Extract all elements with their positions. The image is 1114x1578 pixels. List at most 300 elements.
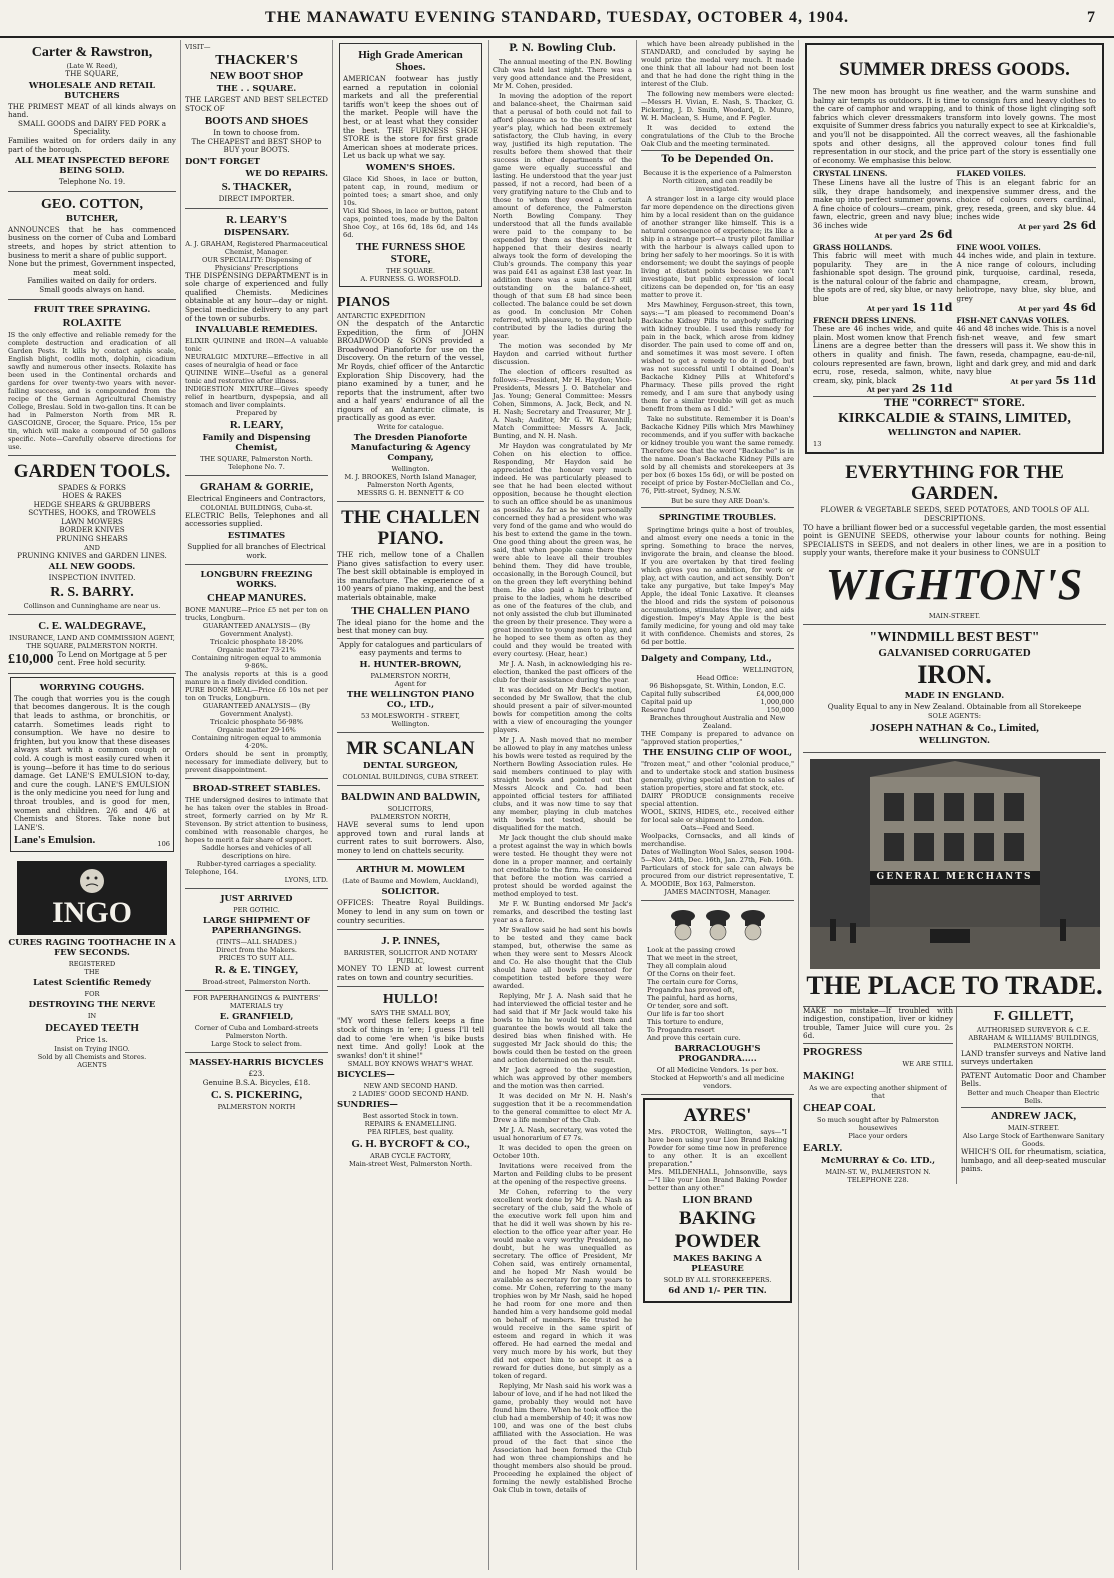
ad-line: PURE BONE MEAL—Price £6 10s net per ton on Trucks, Longburn. — [185, 686, 328, 703]
ad-line: Organic matter 73·21% — [217, 646, 296, 655]
ad-title: EVERYTHING FOR THE GARDEN. — [845, 462, 1064, 505]
ad-line: THE ENSUING CLIP OF WOOL, — [642, 748, 793, 758]
ad-line: BONE MANURE—Price £5 net per ton on trucks, Longburn. — [185, 606, 328, 623]
ad-sub: GALVANISED CORRUGATED — [878, 646, 1031, 659]
ad-line: DON'T FORGET — [185, 156, 260, 167]
ad-line: THE WELLINGTON PIANO CO., LTD., — [346, 690, 475, 710]
fabric-name: FISH-NET CANVAS VOILES. — [956, 315, 1070, 325]
fabric-desc: This is an elegant fabric for an inexpensive summer dress, and the choice of colours covers cardinal, grey, reseda, green, and sky blue. 44 inches wide — [956, 177, 1096, 222]
bottom-ads-row — [803, 1007, 1106, 1184]
ad-title: ROLAXITE — [62, 316, 122, 329]
fabric-name: GRASS HOLLANDS. — [813, 242, 893, 252]
ad-number: 106 — [157, 840, 170, 849]
article-paragraph: Mr J. A. Nash, in acknowledging his re-election, thanked the past officers of the club for their assistance during the year. — [493, 660, 632, 684]
ad-intro: The new moon has brought us fine weather, and the warm sunshine and balmy air tempts us outdoors. It is time to consign furs and heavy clothes to the care of camphor and wrapping, and to think of those light clinging soft fabrics which clever dressmakers transform into lovely gowns. The most exquisite of Summer dress fabrics you naturally expect to see at Kirkcaldie's, and you'll not be disappointed. All the correct weaves, all the fashionable spots and other designs, all the approved colour tones find full representation in our stock, and the price part of the story is essentially one of economy. We emphasise this below. — [813, 87, 1096, 165]
ad-address: THE SQUARE, — [65, 69, 119, 78]
fabric-item — [813, 170, 953, 239]
ad-line: Apply for catalogues and particulars of easy payments and terms to — [339, 639, 482, 658]
fabric-price: 4s 6d — [1062, 300, 1096, 314]
ad-title: THE CHALLEN PIANO. — [341, 507, 480, 550]
column-1 — [4, 40, 181, 1570]
ad-signature: JAMES MACINTOSH, Manager. — [664, 888, 771, 896]
ad-heading: WOMEN'S SHOES. — [365, 162, 456, 173]
ad-broad-street-stables — [185, 779, 328, 889]
ad-line: Latest Scientific Remedy — [33, 978, 151, 989]
fabric-desc: 44 inches wide, and plain in texture. A nice range of colours, including pink, turquoise, cardinal, reseda, champagne, cream, brown, heliotrope, navy blue, sky blue, and grey — [956, 251, 1096, 304]
ad-line: Of all Medicine Vendors. 1s per box. — [656, 1066, 779, 1074]
masthead-title: THE MANAWATU EVENING STANDARD, TUESDAY, OCTOBER 4, 1904. — [265, 9, 849, 26]
ad-signature: JOSEPH NATHAN & Co., Limited, — [870, 721, 1039, 734]
ad-visit: VISIT— — [185, 43, 211, 51]
ad-furness-shoe-store — [339, 43, 482, 287]
ad-title: ANDREW JACK, — [990, 1109, 1077, 1122]
per-yard: At per yard — [1010, 377, 1052, 386]
ad-tagline: MAKES BAKING A PLEASURE — [673, 1254, 762, 1274]
fabric-desc: 46 and 48 inches wide. This is a novel fish-net weave, and few smart dressers will pass it. We show this in fawn, reseda, champagne, eau-de-nil, light and dark grey, and mid and dark navy blue — [956, 324, 1096, 377]
capital-label: Reserve fund — [641, 706, 686, 714]
poem-line: That we meet in the street, — [647, 954, 738, 962]
ad-line: NEW AND SECOND HAND. — [363, 1082, 458, 1091]
ad-line: Wellington. — [391, 465, 430, 474]
remedy-item: QUININE WINE—Useful as a general tonic and restorative after illness. — [185, 369, 328, 386]
poem-line: To Progandra resort — [647, 1026, 715, 1034]
per-yard: At per yard — [866, 386, 908, 395]
ad-line: BOOTS AND SHOES — [204, 115, 309, 128]
article-paragraph: Invitations were received from the Marton and Feilding clubs to be present at the opening of the respective greens. — [493, 1162, 632, 1186]
article-title: To be Depended On. — [661, 154, 774, 165]
ad-title: MR SCANLAN — [346, 738, 475, 759]
ad-line: So much sought after by Palmerston housewives — [817, 1115, 939, 1132]
ad-line: Particulars of stock for sale can always be procured from our district representative, T. A. MOODIE, Box 163, Palmerston. — [641, 864, 794, 888]
fabric-grid — [813, 170, 1096, 394]
poem-line: The painful, hard as horns, — [647, 994, 738, 1002]
ad-line: DIRECT IMPORTER. — [218, 193, 295, 203]
poem-line: Look at the passing crowd — [647, 946, 736, 954]
ad-line: DAIRY PRODUCE consignments receive special attention. — [641, 792, 794, 808]
fabric-item — [813, 244, 953, 313]
ad-progandra — [641, 901, 794, 1095]
ad-address: THE SQUARE, PALMERSTON NORTH. — [26, 641, 158, 650]
ingo-illustration — [17, 861, 167, 935]
ad-line: AGENTS — [77, 1060, 107, 1069]
tool-item: AND — [84, 543, 100, 552]
fabric-price: 1s 11d — [911, 300, 953, 314]
fabric-price: 2s 11d — [911, 382, 953, 396]
ad-line: SOLE AGENTS: — [928, 711, 981, 720]
ad-line: OUR SPECIALITY: Dispensing of Physicians' Prescriptions — [201, 255, 312, 272]
ad-title: GARDEN TOOLS. — [13, 460, 171, 482]
capital-value: 1,000,000 — [760, 698, 794, 706]
poem-line: Our life is far too short — [647, 1010, 724, 1018]
fabric-item — [813, 317, 953, 395]
ad-garden-tools — [8, 456, 176, 615]
ad-signature: H. HUNTER-BROWN, — [359, 660, 462, 670]
ad-title: AYRES' — [683, 1105, 752, 1126]
fabric-name: CRYSTAL LINENS. — [813, 169, 888, 179]
ad-price: 6d AND 1/- PER TIN. — [668, 1286, 767, 1296]
article-paragraph: Mr J. A. Nash, secretary, was voted the usual honorarium of £7 7s. — [493, 1126, 632, 1142]
ad-title: BARRACLOUGH'S PROGANDRA..... — [674, 1044, 761, 1064]
ad-address: Broad-street, Palmerston North. — [202, 978, 311, 987]
ad-tingey — [185, 889, 328, 991]
article-paragraph: Mr Swallow said he had sent his bowls to be tested and they came back stamped, but, otherwise the same as when they were sent to Messrs Alcock and Co. He also thought that the Club should have all bowls presented for competition tested before they were awarded. — [493, 926, 632, 990]
ad-address: PALMERSTON NORTH — [217, 1103, 296, 1112]
ad-longburn — [185, 565, 328, 779]
ad-line: SMALL BOY KNOWS WHAT'S WHAT. — [347, 1060, 474, 1069]
article-paragraph: Mr F. W. Bunting endorsed Mr Jack's remarks, and described the testing last year as a farce. — [493, 900, 632, 924]
ad-address: COLONIAL BUILDINGS, CUBA STREET. — [342, 773, 479, 781]
product-line: POWDER — [674, 1231, 761, 1252]
ad-telephone: Telephone No. 19. — [58, 177, 126, 187]
ad-address: PALMERSTON NORTH, — [370, 672, 451, 680]
poem-line: This torture to endure, — [647, 1018, 724, 1026]
ad-line: WOOL, SKINS, HIDES, etc., received either for local sale or shipment to London. — [641, 808, 794, 824]
fabric-name: FRENCH DRESS LINENS. — [813, 315, 917, 325]
ad-line: Head Office: — [696, 674, 739, 682]
per-yard: At per yard — [1018, 222, 1060, 231]
ad-line: THE PRIMEST MEAT of all kinds always on hand. — [8, 101, 176, 120]
ad-word: FOR — [84, 990, 100, 999]
ad-carter-rawstron — [8, 40, 176, 192]
column-5 — [637, 40, 799, 1570]
ad-word: IN — [87, 1012, 97, 1021]
ad-logo: WIGHTON'S — [825, 559, 1084, 609]
ad-address: Main-street West, Palmerston North. — [348, 1160, 473, 1169]
ad-line: Containing nitrogen equal to ammonia 9·86%. — [191, 654, 322, 671]
ad-line: PEA RIFLES, best quality. — [367, 1128, 454, 1137]
poem-line: They all complain aloud — [647, 962, 727, 970]
ad-tamer-juice: MAKE no mistake—If troubled with indigestion, constipation, liver or kidney trouble, Tamer Juice will cure you. 2s 6d. — [803, 1005, 953, 1041]
poem-line: The certain cure for Corns, — [647, 978, 739, 986]
ad-line: BICYCLES— — [337, 1070, 395, 1081]
tool-item: HOES & RAKES — [62, 491, 122, 501]
ad-title: WORRYING COUGHS. — [39, 682, 145, 693]
ad-title: F. GILLETT, — [993, 1008, 1074, 1024]
ad-sub: FLOWER & VEGETABLE SEEDS, SEED POTATOES, AND TOOLS OF ALL DESCRIPTIONS. — [820, 505, 1089, 523]
product-line: LION BRAND — [682, 1194, 753, 1206]
store-sign: GENERAL MERCHANTS — [876, 872, 1033, 883]
ad-address: Collinson and Cunninghame are near us. — [23, 601, 161, 610]
poem-line: Progandra has proved oft, — [647, 986, 735, 994]
ad-wightons — [803, 457, 1106, 625]
ad-line: Prepared by — [236, 409, 277, 418]
ad-scanlan — [337, 733, 484, 786]
fabric-item — [957, 244, 1097, 313]
capital-row — [641, 698, 794, 706]
ad-line: None but the primest, Government inspected, meat sold. — [8, 259, 176, 277]
ad-price: £23. — [248, 1069, 265, 1079]
ad-body: The cough that worries you is the cough that becomes dangerous. It is the cough that leads to asthma, or bronchitis, or catarrh. Sometimes leads right to consumption. We have no desire to frighten, but you know that these diseases always start with a common cough or cold. A cough is most easily cured when it is young—before it has time to do serious damage. Get LANE'S EMULSION to-day, and cure the cough. LANE'S EMULSION is the only medicine you need for lung and throat troubles, and is good for men, women and children. 2/6 and 4/6 at Chemists and Stores. Take none but LANE'S. — [14, 693, 170, 832]
ad-title: GEO. COTTON, — [40, 196, 144, 212]
ad-line: PRICES TO SUIT ALL. — [218, 954, 295, 963]
capital-row — [641, 690, 794, 698]
ad-line: Agent for — [394, 680, 427, 688]
bottom-right-ads — [961, 1007, 1106, 1184]
ad-trade: INSURANCE, LAND AND COMMISSION AGENT, — [9, 633, 175, 642]
article-paragraph: Mr J. A. Nash moved that no member be allowed to play in any matches unless his bowls were tested as required by the Northern Bowling Association rules. He said members continued to play with straight bowls and pointed out that Messrs Alcock and Co. had been appointed official testers for affiliated clubs, and it was now time to say that any member, playing in club matches with bowls not tested, should be disqualified for the match. — [493, 736, 632, 832]
ad-line: Write for catalogue. — [377, 423, 444, 432]
article-paragraph: Take no substitute. Remember it is Doan's Backache Kidney Pills which Mrs Mawhiney recommends, and if you suffer with backache or kidney trouble you want the same remedy. Therefore see that the word "Backache" is in the name. Doan's Backache Kidney Pills are sold by all chemists and storekeepers at 3s per box (6 boxes 15s 6d), or will be posted on receipt of price by Foster-McClellan and Co., 76, Pitt-street, Sydney, N.S.W. — [641, 415, 794, 495]
ad-line: Orders should be sent in promptly, necessary for immediate delivery, but to prevent disappointment. — [185, 750, 328, 775]
ad-title: Carter & Rawstron, — [31, 45, 153, 60]
ad-windmill-iron — [803, 625, 1106, 753]
ad-title: "WINDMILL BEST BEST" — [869, 629, 1040, 645]
ad-title: BALDWIN AND BALDWIN, — [340, 791, 481, 803]
ad-trade: SOLICITOR. — [381, 887, 440, 898]
ad-title: THACKER'S — [215, 53, 298, 68]
loan-terms: To Lend on Mortgage at 5 per cent. Free hold security. — [57, 649, 167, 668]
ad-signature: S. THACKER, — [221, 180, 292, 193]
ad-line: Woolpacks, Cornsacks, and all kinds of merchandise. — [641, 832, 794, 848]
crowd-illustration — [653, 904, 783, 944]
article-paragraph: In moving the adoption of the report and balance-sheet, the Chairman said that a perusal of both could not fail to afford pleasure as to the result of last year's play, which had been extremely satisfactory, the Club having, in every way, justified its high reputation. The results before them showed that their success in other departments of the game were equally successful and lasting. He understood that the year just passed, if not a record, had been of a very gratifying nature to the Club and to those to whom they owed a certain amount of deference, the Palmerston North Bowling Company. They understood that all the funds available were paid to the company to be expended by them as they desired. It happened that their desires nearly always took the form of developing the Club's grounds. The company this year was paid £41 as against £38 last year. In addition there was a sum of £17 still outstanding on the balance-sheet, though of that sum £8 had since been collected. The balance could be set down as good. In conclusion Mr Cohen referred, with pleasure, to the great help contributed by the ladies during the year. — [493, 92, 632, 340]
loan-amount: £10,000 — [8, 651, 54, 667]
ad-body: IS the only effective and reliable remedy for the complete destruction and eradication of all Garden Pests. It kills by contact aphis scale, English blight, codlin moth, dolphin, cicadium sawfly and numerous other insects. Rolaxite has been used in the Continental orchards and gardens for over twenty-two years with never-failing success, and is compounded from the recipe of the German Agricultural Chemistry College, Breslau. Sold in two-gallon tins. It can be had in Palmerston North from MR R. GASCOIGNE, Grocer, the Square. Price, 15s per tin, which will make a compound of 50 gallons specific. Note—Carefully observe directions for use. — [8, 330, 176, 451]
ad-title: BROAD-STREET STABLES. — [192, 784, 321, 795]
ad-line: SOLD BY ALL STOREKEEPERS. — [663, 1276, 772, 1284]
ad-mowlem — [337, 860, 484, 930]
masthead — [0, 0, 1114, 38]
ad-trade: Electrical Engineers and Contractors, — [187, 494, 326, 504]
article-paragraph: It was decided to extend the congratulations of the Club to the Broche Oak Club and the meeting terminated. — [641, 124, 794, 148]
ad-line: Stocked at Hepworth's and all medicine vendors. — [650, 1074, 785, 1090]
ad-price: Price 1s. — [76, 1035, 108, 1045]
ad-address: COLONIAL BUILDINGS, Cuba-st. — [200, 503, 313, 512]
ad-line: REPAIRS & ENAMELLING. — [364, 1120, 457, 1129]
ad-line: DECAYED TEETH — [45, 1022, 139, 1035]
face-icon — [75, 866, 109, 896]
per-yard: At per yard — [866, 304, 908, 313]
ad-andrew-jack — [961, 1110, 1106, 1174]
ad-line: Tricalcic phosphate 56·98% — [210, 718, 303, 727]
tool-item: PRUNING SHEARS — [56, 534, 128, 544]
ad-title: Dalgety and Company, Ltd., — [641, 654, 772, 664]
ad-line: THE . . SQUARE. — [216, 84, 297, 94]
ad-line: 2 LADIES' GOOD SECOND HAND. — [352, 1090, 469, 1099]
article-paragraph: The motion was seconded by Mr Haydon and carried without further discussion. — [493, 342, 632, 366]
article-paragraph: But be sure they ARE Doan's. — [671, 497, 770, 505]
ad-line: Families waited on for orders daily in any part of the borough. — [8, 135, 176, 154]
ad-signature: KIRKCALDIE & STAINS, LIMITED, — [838, 411, 1071, 427]
article-doans — [641, 154, 794, 505]
tool-item: BORDER KNIVES — [59, 525, 125, 535]
ad-trade: DENTAL SURGEON, — [363, 761, 458, 771]
article-paragraph: which have been already published in the STANDARD, and concluded by saying he would prize the medal very much. It made one think that all labour had not been lost and that he had done the right thing in the interest of the Club. — [641, 40, 794, 88]
fabric-desc: These are 46 inches wide, and quite plain. Most women know that French Linens are a degree better than the others in quality and finish. The colours represented are fawn, brown, ecru, rose, reseda, salmon, white, cream, sky, pink, black — [813, 324, 953, 385]
capital-label: Capital paid up — [641, 698, 693, 706]
ad-body: OFFICES: Theatre Royal Buildings. Money to lend in any sum on town or country securities. — [337, 898, 484, 925]
article-intro: Because it is the experience of a Palmerston North citizen, and can readily be investigated. — [643, 169, 792, 193]
ad-line: THE "CORRECT" STORE. — [884, 398, 1025, 410]
ad-body: AMERICAN footwear has justly earned a reputation in colonial markets and all the preferential tariffs won't keep the shoes out of the market. People will have the best, or at least what they consider the best. THE FURNESS SHOE STORE is the store for first grade American shoes at moderate prices. Let us back up what we say. — [343, 74, 478, 161]
ad-telephone: Telephone, 164. — [185, 868, 239, 877]
ad-bycroft — [337, 987, 484, 1172]
fabric-name: FINE WOOL VOILES. — [956, 242, 1041, 252]
ad-line: Genuine B.S.A. Bicycles, £18. — [202, 1077, 311, 1087]
ad-innes — [337, 930, 484, 987]
ad-signature: C. S. PICKERING, — [210, 1089, 303, 1102]
ad-line: Place your orders — [848, 1131, 908, 1140]
ad-line: SAYS THE SMALL BOY, — [370, 1009, 451, 1018]
ad-pickering — [185, 1053, 328, 1115]
ad-line: WE ARE STILL — [902, 1059, 953, 1068]
ad-baldwin — [337, 786, 484, 860]
ad-line: ABRAHAM & WILLIAMS' BUILDINGS, — [968, 1033, 1099, 1042]
ad-reg: REGISTERED — [68, 960, 116, 969]
fabric-price: 2s 6d — [919, 227, 953, 241]
ad-line: Organic matter 29·16% — [217, 726, 296, 735]
ad-line: EARLY. — [803, 1141, 843, 1154]
ad-body: ANNOUNCES that he has commenced business on the corner of Cuba and Lombard streets, and hopes by strict attention to business to merit a share of public support. — [8, 224, 176, 260]
ad-line: Families waited on daily for orders. — [27, 276, 157, 286]
article-paragraph: The following new members were elected:—Messrs H. Vivian, E. Nash, S. Thacker, G. Pickering, J. D. Smith, Woodard, D. Munro, W. H. Maclean, S. Hume, and F. Pegler. — [641, 90, 794, 122]
ad-leary-dispensary — [185, 209, 328, 477]
ad-mcmurray — [803, 1046, 953, 1184]
ad-line: Sold by all Chemists and Stores. — [37, 1052, 147, 1061]
ad-line: The ideal piano for the home and the best that money can buy. — [337, 617, 484, 636]
ad-sub: (Late W. Reed), — [66, 62, 118, 70]
ad-title: MASSEY-HARRIS BICYCLES — [189, 1058, 324, 1069]
ad-challen-piano — [337, 502, 484, 733]
ad-trade: BUTCHER, — [65, 213, 119, 224]
page-number: 7 — [1087, 9, 1096, 26]
article-title: SPRINGTIME TROUBLES. — [658, 512, 777, 522]
ad-line: The analysis reports at this is a good manure in a finely divided condition. — [185, 670, 328, 687]
ad-line: (TINTS—ALL SHADES.) — [216, 938, 297, 947]
per-yard: At per yard — [874, 231, 916, 240]
ad-line: Quality Equal to any in New Zealand. Obtainable from all Storekeepe — [827, 701, 1082, 711]
ad-line: Dates of Wellington Wool Sales, season 1904-5—Nov. 24th, Dec. 16th, Jan. 27th, Feb. 16th. — [641, 848, 794, 864]
article-paragraph: It was decided on Mr Beck's motion, seconded by Mr Swallow, that the club should present a pair of silver-mounted bowls for competition among the colts with a view of encouraging the younger players. — [493, 686, 632, 734]
ad-line: Branches throughout Australia and New Zealand. — [649, 714, 786, 730]
ad-line: Better and much Cheaper than Electric Bells. — [967, 1088, 1100, 1105]
ad-line: Best assorted Stock in town. — [362, 1112, 459, 1121]
ad-line: WHICH'S OIL for rheumatism, sciatica, lumbago, and all deep-seated muscular pains. — [961, 1146, 1106, 1174]
ad-sub: DISPENSARY. — [223, 227, 290, 238]
article-paragraph: Mr Cohen, referring to the very excellent work done by Mr J. A. Nash as secretary of the club, said the whole of the executive work fell upon him and that he did it well was shown by his re-election to the office year after year. He would make a very worthy President, no doubt, but he was unequalled as secretary. The office of President, Mr Cohen said, was entirely ornamental, and he hoped Mr Nash would be available as secretary for many years to come. Mr Cohen, referring to the many trophies won by Mr Nash, said he hoped he had room for one more and then handed him a very handsome gold medal on behalf of members. He trusted he would receive in the same spirit of esteem and regard in which it was offered. He had earned the medal and very much more by his work, but they did not expect him to accept it as a reward for duties done, but simply as a token of regard. — [493, 1188, 632, 1380]
ad-title: PIANOS — [337, 294, 390, 310]
ad-line: GUARANTEED ANALYSIS— (By Government Analyst). — [202, 702, 311, 719]
capital-label: Capital fully subscribed — [641, 690, 721, 698]
ad-line: MAKING! — [803, 1069, 855, 1082]
ad-line: LAND transfer surveys and Native land surveys undertaken — [961, 1048, 1106, 1067]
ad-address: MAIN-STREET. — [928, 611, 981, 620]
ad-title: R. LEARY'S — [226, 213, 287, 226]
ad-address: WELLINGTON and NAPIER. — [887, 428, 1022, 439]
ad-line: MADE IN ENGLAND. — [904, 690, 1005, 701]
fabric-item — [957, 317, 1097, 395]
ad-line: Large Stock to select from. — [211, 1040, 302, 1049]
ad-address: MAIN-STREET. — [1007, 1123, 1060, 1132]
capital-value: £4,000,000 — [756, 690, 794, 698]
ad-line: SUNDRIES— — [337, 1100, 398, 1111]
ad-rolaxite — [8, 300, 176, 456]
ad-title: HULLO! — [382, 992, 439, 1008]
ad-line: CHEAP COAL — [803, 1101, 876, 1114]
ad-title: J. P. INNES, — [381, 935, 440, 948]
article-paragraph: The election of officers resulted as follows:—President, Mr H. Haydon; Vice-Presidents, Messrs J. O. Batchelar and Jas. Young; General Committee: Messrs Cohen, Simmons, A. Jack, Beck, and N. H. Nash; Secretary and Treasurer, Mr J. A. Nash; Auditor, Mr G. W. Ravenhill; Match Committee: Messrs A. Jack, Bunting, and N. H. Nash. — [493, 368, 632, 440]
ad-signature: R. LEARY, — [229, 419, 284, 432]
article-paragraph: Replying, Mr J. A. Nash said that he had interviewed the official tester and he had said that if Mr Jack would take his bowls to him he would test them and guarantee the bowls would all take the desired bias when finished with. He suggested Mr Jack should do this; the bowls could then be tested on the green and action determined on the result. — [493, 992, 632, 1064]
ad-ingo — [8, 855, 176, 1073]
ad-geo-cotton — [8, 192, 176, 300]
ad-line: ALL NEW GOODS. — [48, 562, 136, 573]
ad-line: "frozen meat," and other "colonial produce," and to undertake stock and station business generally, giving special attention to sales of station properties, store and fat stock, etc. — [641, 760, 794, 792]
testimonial: Mrs. PROCTOR, Wellington, says—"I have been using your Lion Brand Baking Powder for some time now in preference to any other. It is an excellent preparation." — [648, 1128, 787, 1168]
ad-line: The Dresden Pianoforte Manufacturing & Agency Company, — [350, 433, 471, 464]
ad-line: PROGRESS — [803, 1045, 863, 1058]
article-springtime — [641, 511, 794, 646]
ad-line: Family and Dispensing Chemist, — [202, 433, 311, 454]
ad-line: ESTIMATES — [227, 530, 286, 541]
ad-title: E. GRANFIELD, — [219, 1012, 294, 1023]
ad-line: Vici Kid Shoes, in lace or button, patent caps, pointed toes, made by the Dalton Shoe Coy., at 16s 6d, 18s 6d, and 14s 6d. — [343, 206, 478, 239]
ad-line: Insist on Trying INGO. — [54, 1044, 130, 1053]
poem-line: Or tender, sore and soft. — [647, 1002, 729, 1010]
ad-title: SUMMER DRESS GOODS. — [839, 59, 1070, 80]
poem-line: And prove this certain cure. — [647, 1034, 741, 1042]
ad-signature: R. S. BARRY. — [50, 584, 134, 600]
ad-sub: ANTARCTIC EXPEDITION — [337, 311, 426, 320]
ad-title: ARTHUR M. MOWLEM — [356, 865, 465, 876]
ad-line: LARGE SHIPMENT OF PAPERHANGINGS. — [202, 916, 311, 937]
ad-tagline: CURES RAGING TOOTHACHE IN A FEW SECONDS. — [8, 938, 176, 959]
ad-signature: G. H. BYCROFT & CO., — [351, 1138, 470, 1151]
ad-granfield — [185, 991, 328, 1053]
ad-address: MAIN-ST. W., PALMERSTON N. — [825, 1167, 931, 1176]
column-2 — [181, 40, 333, 1570]
tool-item: HEDGE SHEARS & GRUBBERS — [33, 499, 151, 509]
article-paragraph: Mr Jack agreed to the suggestion, which was approved by other members and the motion was then carried. — [493, 1066, 632, 1090]
ad-line: PER GOTHIC. — [233, 906, 280, 915]
ad-address: PALMERSTON NORTH, — [370, 813, 451, 821]
ad-title: LONGBURN FREEZING WORKS. — [200, 570, 313, 591]
ad-body: ON the despatch of the Antarctic Expedition, the firm of JOHN BROADWOOD & SONS provided a Broadwood Pianoforte for use on the Discovery. On the return of the vessel, Mr Royds, chief officer of the Antarctic Exploration Ship Discovery, had the piano examined by a tuner, and he reports that the instrument, after two and a half years' endurance of all the rigours of an Antarctic climate, is practically as good as ever. — [337, 318, 484, 423]
article-paragraph: A stranger lost in a large city would place far more dependence on the directions given him by a local resident than on the guidance of another stranger like himself. This is a natural consequence of experience; its like a ship in a strange port—a trusty pilot familiar with the harbour is always called upon to bring her safely to her moorings. So it is with endorsement; we doubt the sayings of people living at distant points because we can't investigate, but public expression of local citizens can be depended on, for 'tis an easy matter to prove it. — [641, 195, 794, 299]
tool-item: SPADES & FORKS — [58, 482, 126, 492]
ad-product: IRON. — [917, 659, 992, 689]
ad-trade: AUTHORISED SURVEYOR & C.E. — [976, 1025, 1091, 1034]
ad-lanes-emulsion — [10, 677, 174, 853]
ad-body: "MY word these fellers keeps a fine stock of things in 'ere; I guess I'll tell dad to come 'ere when 'is bike busts next time. And golly! Look at the swanks! don't it shine!" — [337, 1016, 484, 1060]
ad-line: THE Company is prepared to advance on "approved station properties," — [641, 730, 794, 746]
ad-title: THE PLACE TO TRADE. — [806, 970, 1103, 1000]
ad-line: Oats—Feed and Seed. — [680, 824, 755, 832]
fabric-price: 2s 6d — [1062, 218, 1096, 232]
ad-line: The CHEAPEST and BEST SHOP to BUY your BOOTS. — [191, 136, 322, 155]
ad-line: In town to choose from. — [213, 128, 300, 138]
ad-body: HAVE several sums to lend upon approved town and rural lands at current rates to suit borrowers. Also, money to lend on chattels security. — [337, 820, 484, 855]
ad-body: THE DISPENSING DEPARTMENT is in sole charge of experienced and fully qualified Chemists. Medicines obtainable at any hour—day or night. Special medicine delivery to any part of the town or suburbs. — [185, 270, 328, 323]
ad-line: Direct from the Makers. — [216, 946, 297, 955]
poem-line: Of the Corns on their feet. — [647, 970, 736, 978]
ad-line: ALL MEAT INSPECTED BEFORE BEING SOLD. — [14, 156, 170, 177]
building-illustration — [810, 759, 1100, 969]
ad-line: ARAB CYCLE FACTORY, — [369, 1152, 452, 1161]
ad-line: Tricalcic phosphate 18·20% — [210, 638, 303, 647]
ad-line: M. J. BROOKES, North Island Manager, Palmerston North Agents, — [344, 473, 477, 490]
article-bowling-continued — [641, 40, 794, 148]
ad-telephone: TELEPHONE 228. — [847, 1175, 909, 1184]
ad-line: PATENT Automatic Door and Chamber Bells. — [961, 1070, 1106, 1089]
remedy-item: ELIXIR QUININE and IRON—A valuable tonic — [185, 337, 328, 354]
ad-line: Saddle horses and vehicles of all descriptions on hire. — [201, 844, 312, 861]
ad-line: Small goods always on hand. — [39, 284, 145, 294]
ad-address: THE SQUARE, Palmerston North. — [200, 455, 313, 464]
article-paragraph: It was decided to open the green on October 10th. — [493, 1144, 632, 1160]
ad-address: THE SQUARE. — [386, 266, 435, 275]
ad-line: Glace Kid Shoes, in lace or button, patent cap, in round, medium or pointed toes; a smart shoe, and only 10s. — [343, 174, 478, 207]
